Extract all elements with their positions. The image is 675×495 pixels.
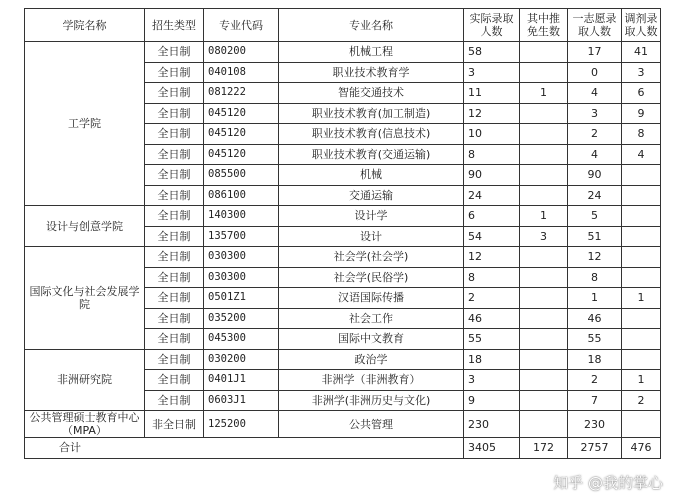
college-cell: 工学院: [25, 42, 145, 206]
code-cell: 045120: [204, 124, 279, 145]
college-cell: 国际文化与社会发展学院: [25, 247, 145, 350]
header-adjust: 调剂录取人数: [622, 9, 661, 42]
watermark: 知乎 @我的掌心: [553, 474, 663, 492]
actual-cell: 18: [464, 349, 520, 370]
tuimian-cell: [520, 370, 568, 391]
actual-cell: 12: [464, 103, 520, 124]
adjust-cell: [622, 267, 661, 288]
header-first-choice: 一志愿录取人数: [568, 9, 622, 42]
type-cell: 全日制: [145, 226, 204, 247]
tuimian-cell: [520, 124, 568, 145]
first-choice-cell: 55: [568, 329, 622, 350]
adjust-cell: [622, 185, 661, 206]
adjust-cell: [622, 349, 661, 370]
major-cell: 国际中文教育: [279, 329, 464, 350]
first-choice-cell: 90: [568, 165, 622, 186]
college-cell: 非洲研究院: [25, 349, 145, 411]
first-choice-cell: 3: [568, 103, 622, 124]
table-row: [25, 411, 661, 438]
tuimian-cell: [520, 349, 568, 370]
tuimian-cell: 1: [520, 83, 568, 104]
major-cell: 非洲学（非洲教育）: [279, 370, 464, 391]
first-choice-cell: 2: [568, 370, 622, 391]
tuimian-cell: [520, 185, 568, 206]
major-cell: 职业技术教育(加工制造): [279, 103, 464, 124]
adjust-cell: 6: [622, 83, 661, 104]
first-choice-cell: 230: [568, 411, 622, 438]
actual-cell: 90: [464, 165, 520, 186]
actual-cell: 58: [464, 42, 520, 63]
code-cell: 125200: [204, 411, 279, 438]
actual-cell: 24: [464, 185, 520, 206]
major-cell: 社会学(社会学): [279, 247, 464, 268]
header-tuimian: 其中推免生数: [520, 9, 568, 42]
tuimian-cell: [520, 308, 568, 329]
code-cell: 035200: [204, 308, 279, 329]
college-cell: 公共管理硕士教育中心（MPA）: [25, 411, 145, 438]
code-cell: 030200: [204, 349, 279, 370]
adjust-cell: [622, 206, 661, 227]
adjust-cell: 3: [622, 62, 661, 83]
type-cell: 全日制: [145, 308, 204, 329]
type-cell: 全日制: [145, 42, 204, 63]
first-choice-cell: 51: [568, 226, 622, 247]
header-code: 专业代码: [204, 9, 279, 42]
header-type: 招生类型: [145, 9, 204, 42]
major-cell: 社会工作: [279, 308, 464, 329]
major-cell: 职业技术教育(交通运输): [279, 144, 464, 165]
tuimian-cell: [520, 390, 568, 411]
actual-cell: 3: [464, 62, 520, 83]
type-cell: 全日制: [145, 165, 204, 186]
code-cell: 040108: [204, 62, 279, 83]
major-cell: 公共管理: [279, 411, 464, 438]
admission-table: [24, 8, 661, 459]
adjust-cell: [622, 329, 661, 350]
major-cell: 设计学: [279, 206, 464, 227]
adjust-cell: [622, 247, 661, 268]
first-choice-cell: 5: [568, 206, 622, 227]
actual-cell: 55: [464, 329, 520, 350]
adjust-cell: 8: [622, 124, 661, 145]
tuimian-cell: 1: [520, 206, 568, 227]
type-cell: 全日制: [145, 185, 204, 206]
type-cell: 全日制: [145, 206, 204, 227]
type-cell: 全日制: [145, 349, 204, 370]
actual-cell: 3: [464, 370, 520, 391]
first-choice-cell: 8: [568, 267, 622, 288]
major-cell: 职业技术教育(信息技术): [279, 124, 464, 145]
actual-cell: 2: [464, 288, 520, 309]
table-body: [25, 42, 661, 459]
tuimian-cell: [520, 165, 568, 186]
adjust-cell: 41: [622, 42, 661, 63]
adjust-cell: 9: [622, 103, 661, 124]
adjust-cell: [622, 165, 661, 186]
type-cell: 全日制: [145, 247, 204, 268]
actual-cell: 6: [464, 206, 520, 227]
type-cell: 全日制: [145, 329, 204, 350]
code-cell: 0501Z1: [204, 288, 279, 309]
type-cell: 非全日制: [145, 411, 204, 438]
major-cell: 社会学(民俗学): [279, 267, 464, 288]
code-cell: 045120: [204, 144, 279, 165]
major-cell: 智能交通技术: [279, 83, 464, 104]
actual-cell: 12: [464, 247, 520, 268]
tuimian-cell: [520, 288, 568, 309]
header-actual: 实际录取人数: [464, 9, 520, 42]
first-choice-cell: 17: [568, 42, 622, 63]
first-choice-cell: 2: [568, 124, 622, 145]
major-cell: 汉语国际传播: [279, 288, 464, 309]
major-cell: 机械工程: [279, 42, 464, 63]
adjust-cell: [622, 411, 661, 438]
code-cell: 030300: [204, 267, 279, 288]
header-major: 专业名称: [279, 9, 464, 42]
total-row: [25, 438, 661, 459]
actual-cell: 9: [464, 390, 520, 411]
actual-cell: 8: [464, 144, 520, 165]
major-cell: 机械: [279, 165, 464, 186]
code-cell: 030300: [204, 247, 279, 268]
code-cell: 140300: [204, 206, 279, 227]
code-cell: 0401J1: [204, 370, 279, 391]
first-choice-cell: 4: [568, 83, 622, 104]
type-cell: 全日制: [145, 267, 204, 288]
code-cell: 045120: [204, 103, 279, 124]
tuimian-cell: [520, 267, 568, 288]
actual-cell: 46: [464, 308, 520, 329]
first-choice-cell: 46: [568, 308, 622, 329]
type-cell: 全日制: [145, 124, 204, 145]
adjust-cell: 2: [622, 390, 661, 411]
tuimian-cell: [520, 42, 568, 63]
total-label: 合计: [25, 438, 464, 459]
type-cell: 全日制: [145, 370, 204, 391]
code-cell: 0603J1: [204, 390, 279, 411]
major-cell: 非洲学(非洲历史与文化): [279, 390, 464, 411]
adjust-cell: 1: [622, 288, 661, 309]
code-cell: 081222: [204, 83, 279, 104]
total-actual: 3405: [464, 438, 520, 459]
code-cell: 135700: [204, 226, 279, 247]
tuimian-cell: [520, 411, 568, 438]
actual-cell: 230: [464, 411, 520, 438]
first-choice-cell: 7: [568, 390, 622, 411]
tuimian-cell: [520, 144, 568, 165]
code-cell: 045300: [204, 329, 279, 350]
actual-cell: 8: [464, 267, 520, 288]
total-tuimian: 172: [520, 438, 568, 459]
code-cell: 086100: [204, 185, 279, 206]
type-cell: 全日制: [145, 83, 204, 104]
tuimian-cell: [520, 329, 568, 350]
type-cell: 全日制: [145, 62, 204, 83]
table-row: [25, 206, 661, 227]
adjust-cell: 1: [622, 370, 661, 391]
first-choice-cell: 24: [568, 185, 622, 206]
tuimian-cell: 3: [520, 226, 568, 247]
type-cell: 全日制: [145, 103, 204, 124]
tuimian-cell: [520, 103, 568, 124]
actual-cell: 10: [464, 124, 520, 145]
table-row: [25, 247, 661, 268]
code-cell: 085500: [204, 165, 279, 186]
type-cell: 全日制: [145, 390, 204, 411]
header-row: [25, 9, 661, 42]
first-choice-cell: 12: [568, 247, 622, 268]
type-cell: 全日制: [145, 144, 204, 165]
adjust-cell: [622, 308, 661, 329]
major-cell: 设计: [279, 226, 464, 247]
code-cell: 080200: [204, 42, 279, 63]
actual-cell: 54: [464, 226, 520, 247]
tuimian-cell: [520, 62, 568, 83]
tuimian-cell: [520, 247, 568, 268]
table-row: [25, 349, 661, 370]
table-row: [25, 42, 661, 63]
adjust-cell: 4: [622, 144, 661, 165]
actual-cell: 11: [464, 83, 520, 104]
first-choice-cell: 4: [568, 144, 622, 165]
college-cell: 设计与创意学院: [25, 206, 145, 247]
first-choice-cell: 0: [568, 62, 622, 83]
major-cell: 职业技术教育学: [279, 62, 464, 83]
major-cell: 交通运输: [279, 185, 464, 206]
total-adjust: 476: [622, 438, 661, 459]
header-college: 学院名称: [25, 9, 145, 42]
adjust-cell: [622, 226, 661, 247]
major-cell: 政治学: [279, 349, 464, 370]
first-choice-cell: 18: [568, 349, 622, 370]
first-choice-cell: 1: [568, 288, 622, 309]
type-cell: 全日制: [145, 288, 204, 309]
total-first-choice: 2757: [568, 438, 622, 459]
